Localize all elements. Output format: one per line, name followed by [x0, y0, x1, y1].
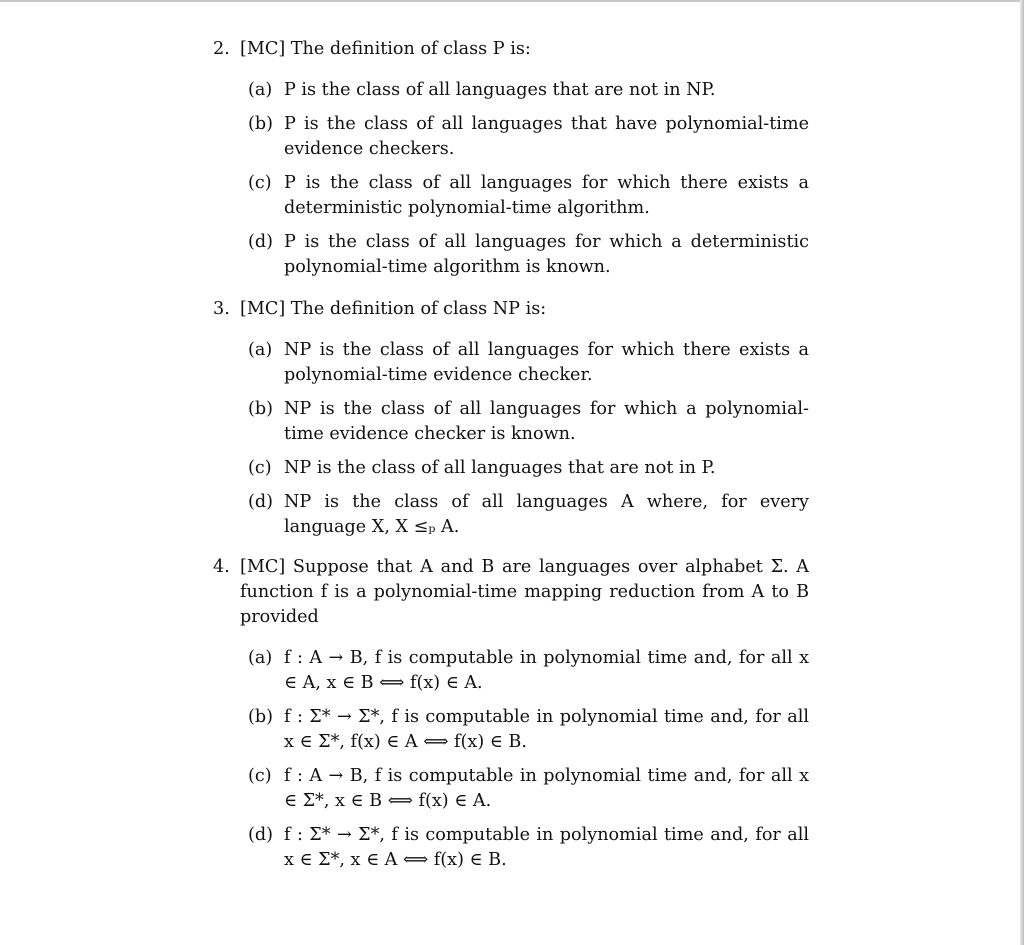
- option-4c: [248, 764, 809, 814]
- option-2d: [248, 230, 809, 280]
- option-text: P is the class of all languages that are not in NP.: [284, 80, 716, 100]
- option-label: (c): [248, 173, 272, 193]
- option-3a: [248, 338, 809, 388]
- option-text: P is the class of all languages for which there exists a deterministic polynomial-time algorithm.: [284, 173, 809, 218]
- question-number: 3.: [213, 299, 230, 319]
- option-list: [240, 78, 809, 280]
- option-label: (b): [248, 399, 273, 419]
- option-text: NP is the class of all languages for which a polynomial-time evidence checker is known.: [284, 399, 809, 444]
- scrollbar-edge: [1020, 0, 1024, 945]
- option-text: f : Σ* → Σ*, f is computable in polynomial time and, for all x ∈ Σ*, f(x) ∈ A ⟺ f(x) ∈ B.: [284, 707, 809, 752]
- option-label: (d): [248, 232, 273, 252]
- top-edge: [0, 0, 1024, 2]
- option-2a: [248, 78, 809, 103]
- question-stem: [MC] The definition of class NP is:: [240, 299, 547, 319]
- option-text: f : A → B, f is computable in polynomial time and, for all x ∈ A, x ∈ B ⟺ f(x) ∈ A.: [284, 648, 809, 693]
- option-text: NP is the class of all languages A where, for every language X, X ≤ₚ A.: [284, 492, 809, 537]
- option-text: P is the class of all languages for which a deterministic polynomial-time algorithm is known.: [284, 232, 809, 277]
- option-label: (d): [248, 492, 273, 512]
- option-label: (b): [248, 114, 273, 134]
- option-label: (a): [248, 340, 273, 360]
- question-number: 2.: [213, 39, 230, 59]
- option-4a: [248, 646, 809, 696]
- question-2: [213, 37, 809, 280]
- option-text: NP is the class of all languages that are not in P.: [284, 458, 716, 478]
- option-label: (d): [248, 825, 273, 845]
- option-text: f : Σ* → Σ*, f is computable in polynomial time and, for all x ∈ Σ*, x ∈ A ⟺ f(x) ∈ B.: [284, 825, 809, 870]
- option-3b: [248, 397, 809, 447]
- option-2b: [248, 112, 809, 162]
- option-label: (a): [248, 80, 273, 100]
- question-number: 4.: [213, 557, 230, 577]
- option-label: (a): [248, 648, 273, 668]
- option-3c: [248, 456, 809, 481]
- option-text: NP is the class of all languages for which there exists a polynomial-time evidence checker.: [284, 340, 809, 385]
- option-4d: [248, 823, 809, 873]
- option-list: [240, 338, 809, 540]
- question-4: [213, 555, 809, 873]
- document-page: [213, 37, 809, 882]
- option-4b: [248, 705, 809, 755]
- question-3: [213, 297, 809, 540]
- option-2c: [248, 171, 809, 221]
- option-label: (b): [248, 707, 273, 727]
- question-stem: [MC] Suppose that A and B are languages over alphabet Σ. A function f is a polynomial-time mapping reduction from A to B provided: [240, 557, 809, 627]
- option-text: f : A → B, f is computable in polynomial time and, for all x ∈ Σ*, x ∈ B ⟺ f(x) ∈ A.: [284, 766, 809, 811]
- question-stem: [MC] The definition of class P is:: [240, 39, 531, 59]
- option-3d: [248, 490, 809, 540]
- option-label: (c): [248, 766, 272, 786]
- option-label: (c): [248, 458, 272, 478]
- option-list: [240, 646, 809, 873]
- option-text: P is the class of all languages that have polynomial-time evidence checkers.: [284, 114, 809, 159]
